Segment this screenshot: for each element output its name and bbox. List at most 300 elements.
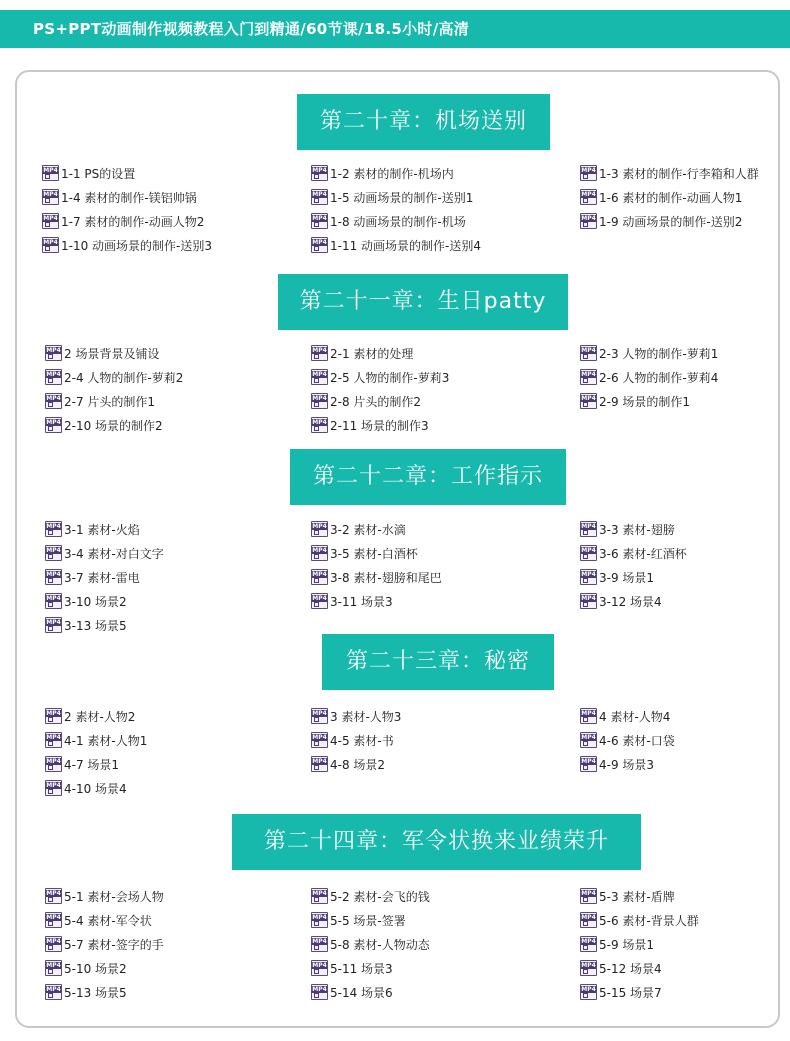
- chapter-title: 第二十一章：生日patty: [278, 274, 568, 330]
- mp4-file-icon: [45, 912, 62, 928]
- lesson-item[interactable]: [311, 754, 385, 774]
- film-corner-icon: [583, 402, 588, 407]
- lesson-label: 1-7 素材的制作-动画人物2: [61, 214, 205, 229]
- lesson-label: 3-4 素材-对白文字: [64, 546, 164, 561]
- lesson-item[interactable]: [311, 982, 393, 1002]
- mp4-badge: MP4: [46, 619, 61, 626]
- lesson-item[interactable]: [580, 958, 662, 978]
- film-corner-icon: [583, 554, 588, 559]
- lesson-label: 2-8 片头的制作2: [330, 394, 422, 409]
- lesson-item[interactable]: [580, 982, 662, 1002]
- lesson-item[interactable]: [45, 958, 127, 978]
- mp4-file-icon: [45, 345, 62, 361]
- film-corner-icon: [314, 993, 319, 998]
- mp4-file-icon: [42, 189, 59, 205]
- film-corner-icon: [48, 626, 53, 631]
- lesson-label: 4-7 场景1: [64, 757, 120, 772]
- film-corner-icon: [314, 198, 319, 203]
- lesson-item[interactable]: [311, 730, 394, 750]
- lesson-item[interactable]: [45, 567, 140, 587]
- mp4-file-icon: [311, 708, 328, 724]
- mp4-badge: MP4: [46, 571, 61, 578]
- lesson-item[interactable]: [42, 187, 197, 207]
- lesson-item[interactable]: [580, 519, 675, 539]
- lesson-label: 5-2 素材-会飞的钱: [330, 889, 430, 904]
- lesson-item[interactable]: [311, 235, 481, 255]
- lesson-label: 4-6 素材-口袋: [599, 733, 675, 748]
- lesson-item[interactable]: [45, 730, 147, 750]
- film-corner-icon: [314, 426, 319, 431]
- mp4-badge: MP4: [312, 571, 327, 578]
- mp4-badge: MP4: [312, 758, 327, 765]
- film-corner-icon: [583, 717, 588, 722]
- mp4-file-icon: [580, 708, 597, 724]
- lesson-label: 4-1 素材-人物1: [64, 733, 148, 748]
- mp4-badge: MP4: [581, 371, 596, 378]
- film-corner-icon: [583, 969, 588, 974]
- mp4-file-icon: [580, 345, 597, 361]
- lesson-item[interactable]: [580, 706, 670, 726]
- lesson-label: 3-3 素材-翅膀: [599, 522, 675, 537]
- lesson-item[interactable]: [42, 211, 204, 231]
- mp4-badge: MP4: [581, 938, 596, 945]
- film-corner-icon: [583, 945, 588, 950]
- lesson-item[interactable]: [45, 543, 164, 563]
- film-corner-icon: [48, 354, 53, 359]
- film-corner-icon: [48, 969, 53, 974]
- lesson-label: 5-5 场景-签署: [330, 913, 406, 928]
- mp4-badge: MP4: [581, 734, 596, 741]
- lesson-label: 1-4 素材的制作-镁铝帅锅: [61, 190, 197, 205]
- lesson-label: 1-3 素材的制作-行李箱和人群: [599, 166, 759, 181]
- mp4-badge: MP4: [312, 419, 327, 426]
- mp4-file-icon: [311, 732, 328, 748]
- lesson-label: 3-5 素材-白酒杯: [330, 546, 418, 561]
- lesson-item[interactable]: [45, 391, 155, 411]
- lesson-item[interactable]: [45, 591, 127, 611]
- film-corner-icon: [583, 921, 588, 926]
- mp4-badge: MP4: [312, 914, 327, 921]
- mp4-badge: MP4: [46, 595, 61, 602]
- lesson-label: 2-4 人物的制作-萝莉2: [64, 370, 184, 385]
- lesson-item[interactable]: [580, 211, 742, 231]
- film-corner-icon: [583, 530, 588, 535]
- mp4-badge: MP4: [312, 890, 327, 897]
- mp4-badge: MP4: [46, 347, 61, 354]
- mp4-file-icon: [580, 960, 597, 976]
- lesson-item[interactable]: [580, 591, 662, 611]
- header-title: PS+PPT动画制作视频教程入门到精通/60节课/18.5小时/高清: [0, 10, 790, 48]
- mp4-file-icon: [580, 393, 597, 409]
- mp4-badge: MP4: [312, 962, 327, 969]
- mp4-file-icon: [580, 593, 597, 609]
- mp4-file-icon: [311, 189, 328, 205]
- mp4-badge: MP4: [43, 191, 58, 198]
- lesson-label: 1-9 动画场景的制作-送别2: [599, 214, 743, 229]
- lesson-item[interactable]: [311, 519, 406, 539]
- mp4-file-icon: [311, 593, 328, 609]
- mp4-file-icon: [311, 213, 328, 229]
- lesson-item[interactable]: [580, 391, 690, 411]
- lesson-label: 3-10 场景2: [64, 594, 127, 609]
- lesson-item[interactable]: [45, 519, 140, 539]
- film-corner-icon: [314, 378, 319, 383]
- film-corner-icon: [314, 945, 319, 950]
- lesson-label: 1-10 动画场景的制作-送别3: [61, 238, 213, 253]
- lesson-label: 2-7 片头的制作1: [64, 394, 156, 409]
- film-corner-icon: [45, 222, 50, 227]
- lesson-label: 5-15 场景7: [599, 985, 662, 1000]
- mp4-file-icon: [311, 521, 328, 537]
- mp4-file-icon: [45, 984, 62, 1000]
- mp4-file-icon: [311, 984, 328, 1000]
- mp4-file-icon: [580, 756, 597, 772]
- mp4-file-icon: [580, 984, 597, 1000]
- mp4-file-icon: [45, 393, 62, 409]
- lesson-label: 2-10 场景的制作2: [64, 418, 163, 433]
- mp4-file-icon: [45, 780, 62, 796]
- lesson-label: 2-1 素材的处理: [330, 346, 414, 361]
- film-corner-icon: [583, 993, 588, 998]
- film-corner-icon: [48, 602, 53, 607]
- lesson-item[interactable]: [45, 778, 127, 798]
- lesson-label: 3 素材-人物3: [330, 709, 402, 724]
- lesson-item[interactable]: [580, 187, 742, 207]
- mp4-file-icon: [45, 756, 62, 772]
- lesson-item[interactable]: [580, 343, 718, 363]
- mp4-badge: MP4: [312, 371, 327, 378]
- lesson-item[interactable]: [311, 934, 430, 954]
- lesson-label: 4 素材-人物4: [599, 709, 671, 724]
- film-corner-icon: [314, 554, 319, 559]
- lesson-item[interactable]: [311, 211, 466, 231]
- mp4-file-icon: [580, 369, 597, 385]
- mp4-file-icon: [580, 912, 597, 928]
- lesson-item[interactable]: [311, 187, 473, 207]
- mp4-file-icon: [45, 960, 62, 976]
- mp4-badge: MP4: [46, 986, 61, 993]
- lesson-label: 5-9 场景1: [599, 937, 655, 952]
- film-corner-icon: [314, 530, 319, 535]
- mp4-badge: MP4: [312, 395, 327, 402]
- mp4-badge: MP4: [581, 215, 596, 222]
- mp4-badge: MP4: [46, 710, 61, 717]
- mp4-badge: MP4: [43, 215, 58, 222]
- lesson-item[interactable]: [311, 706, 401, 726]
- mp4-badge: MP4: [46, 890, 61, 897]
- film-corner-icon: [314, 765, 319, 770]
- chapter-title: 第二十二章：工作指示: [290, 449, 566, 505]
- film-corner-icon: [48, 578, 53, 583]
- lesson-label: 5-13 场景5: [64, 985, 127, 1000]
- mp4-badge: MP4: [581, 758, 596, 765]
- lesson-item[interactable]: [311, 886, 430, 906]
- mp4-file-icon: [580, 189, 597, 205]
- mp4-badge: MP4: [581, 167, 596, 174]
- lesson-item[interactable]: [42, 163, 135, 183]
- film-corner-icon: [45, 246, 50, 251]
- lesson-label: 5-10 场景2: [64, 961, 127, 976]
- mp4-file-icon: [45, 521, 62, 537]
- film-corner-icon: [48, 426, 53, 431]
- mp4-file-icon: [580, 521, 597, 537]
- mp4-badge: MP4: [581, 710, 596, 717]
- film-corner-icon: [314, 602, 319, 607]
- film-corner-icon: [314, 246, 319, 251]
- lesson-label: 5-14 场景6: [330, 985, 393, 1000]
- lesson-item[interactable]: [580, 163, 759, 183]
- lesson-label: 3-7 素材-雷电: [64, 570, 140, 585]
- film-corner-icon: [583, 354, 588, 359]
- film-corner-icon: [583, 741, 588, 746]
- lesson-label: 5-3 素材-盾牌: [599, 889, 675, 904]
- film-corner-icon: [583, 198, 588, 203]
- lesson-item[interactable]: [45, 934, 164, 954]
- lesson-item[interactable]: [580, 910, 699, 930]
- lesson-label: 2-6 人物的制作-萝莉4: [599, 370, 719, 385]
- mp4-file-icon: [580, 165, 597, 181]
- lesson-label: 3-8 素材-翅膀和尾巴: [330, 570, 442, 585]
- film-corner-icon: [583, 222, 588, 227]
- film-corner-icon: [583, 578, 588, 583]
- mp4-file-icon: [311, 912, 328, 928]
- lesson-item[interactable]: [45, 982, 127, 1002]
- mp4-badge: MP4: [46, 758, 61, 765]
- mp4-file-icon: [42, 237, 59, 253]
- mp4-file-icon: [45, 369, 62, 385]
- lesson-label: 2 素材-人物2: [64, 709, 136, 724]
- chapter-title: 第二十章：机场送别: [297, 94, 550, 150]
- lesson-item[interactable]: [311, 367, 449, 387]
- lesson-item[interactable]: [311, 543, 418, 563]
- lesson-item[interactable]: [45, 343, 159, 363]
- film-corner-icon: [48, 402, 53, 407]
- film-corner-icon: [48, 789, 53, 794]
- mp4-file-icon: [580, 545, 597, 561]
- lesson-label: 4-8 场景2: [330, 757, 386, 772]
- lesson-label: 3-13 场景5: [64, 618, 127, 633]
- mp4-badge: MP4: [46, 371, 61, 378]
- mp4-badge: MP4: [46, 419, 61, 426]
- lesson-item[interactable]: [311, 343, 413, 363]
- lesson-item[interactable]: [45, 367, 183, 387]
- film-corner-icon: [48, 717, 53, 722]
- mp4-badge: MP4: [312, 523, 327, 530]
- lesson-label: 5-7 素材-签字的手: [64, 937, 164, 952]
- lesson-item[interactable]: [580, 754, 654, 774]
- lesson-label: 2-11 场景的制作3: [330, 418, 429, 433]
- mp4-file-icon: [45, 617, 62, 633]
- mp4-file-icon: [42, 165, 59, 181]
- lesson-label: 2-5 人物的制作-萝莉3: [330, 370, 450, 385]
- mp4-badge: MP4: [581, 347, 596, 354]
- lesson-label: 3-2 素材-水滴: [330, 522, 406, 537]
- mp4-badge: MP4: [581, 547, 596, 554]
- mp4-badge: MP4: [312, 347, 327, 354]
- mp4-file-icon: [311, 888, 328, 904]
- film-corner-icon: [48, 765, 53, 770]
- mp4-badge: MP4: [581, 595, 596, 602]
- lesson-label: 5-4 素材-军令状: [64, 913, 152, 928]
- lesson-label: 1-1 PS的设置: [61, 166, 136, 181]
- mp4-file-icon: [580, 213, 597, 229]
- mp4-badge: MP4: [312, 710, 327, 717]
- mp4-badge: MP4: [581, 890, 596, 897]
- lesson-label: 1-2 素材的制作-机场内: [330, 166, 454, 181]
- mp4-file-icon: [311, 237, 328, 253]
- lesson-label: 1-8 动画场景的制作-机场: [330, 214, 466, 229]
- mp4-file-icon: [311, 545, 328, 561]
- lesson-item[interactable]: [45, 910, 152, 930]
- mp4-badge: MP4: [46, 547, 61, 554]
- film-corner-icon: [583, 897, 588, 902]
- lesson-item[interactable]: [311, 391, 421, 411]
- lesson-label: 5-12 场景4: [599, 961, 662, 976]
- lesson-label: 3-1 素材-火焰: [64, 522, 140, 537]
- lesson-item[interactable]: [580, 567, 654, 587]
- lesson-item[interactable]: [580, 543, 687, 563]
- film-corner-icon: [583, 378, 588, 383]
- lesson-label: 3-6 素材-红酒杯: [599, 546, 687, 561]
- lesson-label: 3-12 场景4: [599, 594, 662, 609]
- mp4-badge: MP4: [581, 523, 596, 530]
- lesson-label: 4-9 场景3: [599, 757, 655, 772]
- chapter-title: 第二十四章：军令状换来业绩荣升: [232, 814, 641, 870]
- film-corner-icon: [48, 378, 53, 383]
- mp4-file-icon: [45, 545, 62, 561]
- lesson-item[interactable]: [311, 910, 406, 930]
- film-corner-icon: [48, 741, 53, 746]
- mp4-badge: MP4: [46, 914, 61, 921]
- film-corner-icon: [583, 765, 588, 770]
- film-corner-icon: [583, 602, 588, 607]
- lesson-item[interactable]: [580, 934, 654, 954]
- lesson-item[interactable]: [42, 235, 212, 255]
- lesson-label: 1-6 素材的制作-动画人物1: [599, 190, 743, 205]
- mp4-badge: MP4: [581, 395, 596, 402]
- mp4-file-icon: [311, 569, 328, 585]
- film-corner-icon: [48, 530, 53, 535]
- mp4-file-icon: [311, 165, 328, 181]
- film-corner-icon: [314, 741, 319, 746]
- mp4-badge: MP4: [581, 986, 596, 993]
- film-corner-icon: [314, 578, 319, 583]
- lesson-item[interactable]: [311, 163, 454, 183]
- lesson-label: 3-11 场景3: [330, 594, 393, 609]
- mp4-badge: MP4: [46, 938, 61, 945]
- lesson-label: 2 场景背景及铺设: [64, 346, 160, 361]
- lesson-item[interactable]: [45, 615, 127, 635]
- lesson-item[interactable]: [45, 886, 164, 906]
- film-corner-icon: [314, 174, 319, 179]
- lesson-label: 1-5 动画场景的制作-送别1: [330, 190, 474, 205]
- film-corner-icon: [45, 198, 50, 203]
- film-corner-icon: [314, 897, 319, 902]
- mp4-badge: MP4: [581, 962, 596, 969]
- mp4-badge: MP4: [312, 595, 327, 602]
- lesson-item[interactable]: [311, 591, 393, 611]
- film-corner-icon: [45, 174, 50, 179]
- mp4-badge: MP4: [43, 167, 58, 174]
- lesson-item[interactable]: [45, 706, 135, 726]
- mp4-file-icon: [311, 345, 328, 361]
- lesson-label: 5-11 场景3: [330, 961, 393, 976]
- lesson-item[interactable]: [311, 567, 442, 587]
- mp4-file-icon: [580, 569, 597, 585]
- mp4-file-icon: [311, 756, 328, 772]
- lesson-label: 4-10 场景4: [64, 781, 127, 796]
- mp4-file-icon: [311, 369, 328, 385]
- mp4-badge: MP4: [46, 395, 61, 402]
- film-corner-icon: [48, 993, 53, 998]
- film-corner-icon: [314, 354, 319, 359]
- mp4-badge: MP4: [581, 914, 596, 921]
- mp4-badge: MP4: [46, 523, 61, 530]
- mp4-file-icon: [45, 417, 62, 433]
- lesson-item[interactable]: [580, 367, 718, 387]
- mp4-badge: MP4: [46, 782, 61, 789]
- film-corner-icon: [48, 921, 53, 926]
- lesson-item[interactable]: [45, 754, 119, 774]
- mp4-badge: MP4: [312, 167, 327, 174]
- film-corner-icon: [314, 717, 319, 722]
- mp4-file-icon: [580, 936, 597, 952]
- mp4-badge: MP4: [581, 191, 596, 198]
- mp4-badge: MP4: [43, 239, 58, 246]
- mp4-file-icon: [580, 888, 597, 904]
- mp4-badge: MP4: [312, 547, 327, 554]
- mp4-badge: MP4: [312, 215, 327, 222]
- lesson-label: 2-3 人物的制作-萝莉1: [599, 346, 719, 361]
- lesson-item[interactable]: [580, 886, 675, 906]
- mp4-badge: MP4: [46, 734, 61, 741]
- mp4-file-icon: [311, 393, 328, 409]
- mp4-badge: MP4: [312, 734, 327, 741]
- film-corner-icon: [48, 897, 53, 902]
- mp4-file-icon: [42, 213, 59, 229]
- mp4-badge: MP4: [312, 191, 327, 198]
- lesson-item[interactable]: [311, 415, 429, 435]
- mp4-badge: MP4: [581, 571, 596, 578]
- mp4-file-icon: [45, 593, 62, 609]
- mp4-badge: MP4: [312, 239, 327, 246]
- mp4-file-icon: [45, 708, 62, 724]
- mp4-badge: MP4: [312, 986, 327, 993]
- mp4-file-icon: [311, 936, 328, 952]
- lesson-label: 1-11 动画场景的制作-送别4: [330, 238, 482, 253]
- film-corner-icon: [314, 402, 319, 407]
- lesson-item[interactable]: [311, 958, 393, 978]
- mp4-file-icon: [45, 732, 62, 748]
- mp4-file-icon: [45, 569, 62, 585]
- mp4-file-icon: [580, 732, 597, 748]
- lesson-label: 2-9 场景的制作1: [599, 394, 691, 409]
- film-corner-icon: [48, 554, 53, 559]
- mp4-file-icon: [311, 417, 328, 433]
- mp4-badge: MP4: [312, 938, 327, 945]
- chapter-title: 第二十三章：秘密: [322, 634, 554, 690]
- film-corner-icon: [314, 969, 319, 974]
- mp4-file-icon: [45, 936, 62, 952]
- lesson-item[interactable]: [45, 415, 163, 435]
- mp4-file-icon: [45, 888, 62, 904]
- lesson-label: 5-6 素材-背景人群: [599, 913, 699, 928]
- lesson-label: 3-9 场景1: [599, 570, 655, 585]
- lesson-label: 5-1 素材-会场人物: [64, 889, 164, 904]
- mp4-badge: MP4: [46, 962, 61, 969]
- lesson-item[interactable]: [580, 730, 675, 750]
- mp4-file-icon: [311, 960, 328, 976]
